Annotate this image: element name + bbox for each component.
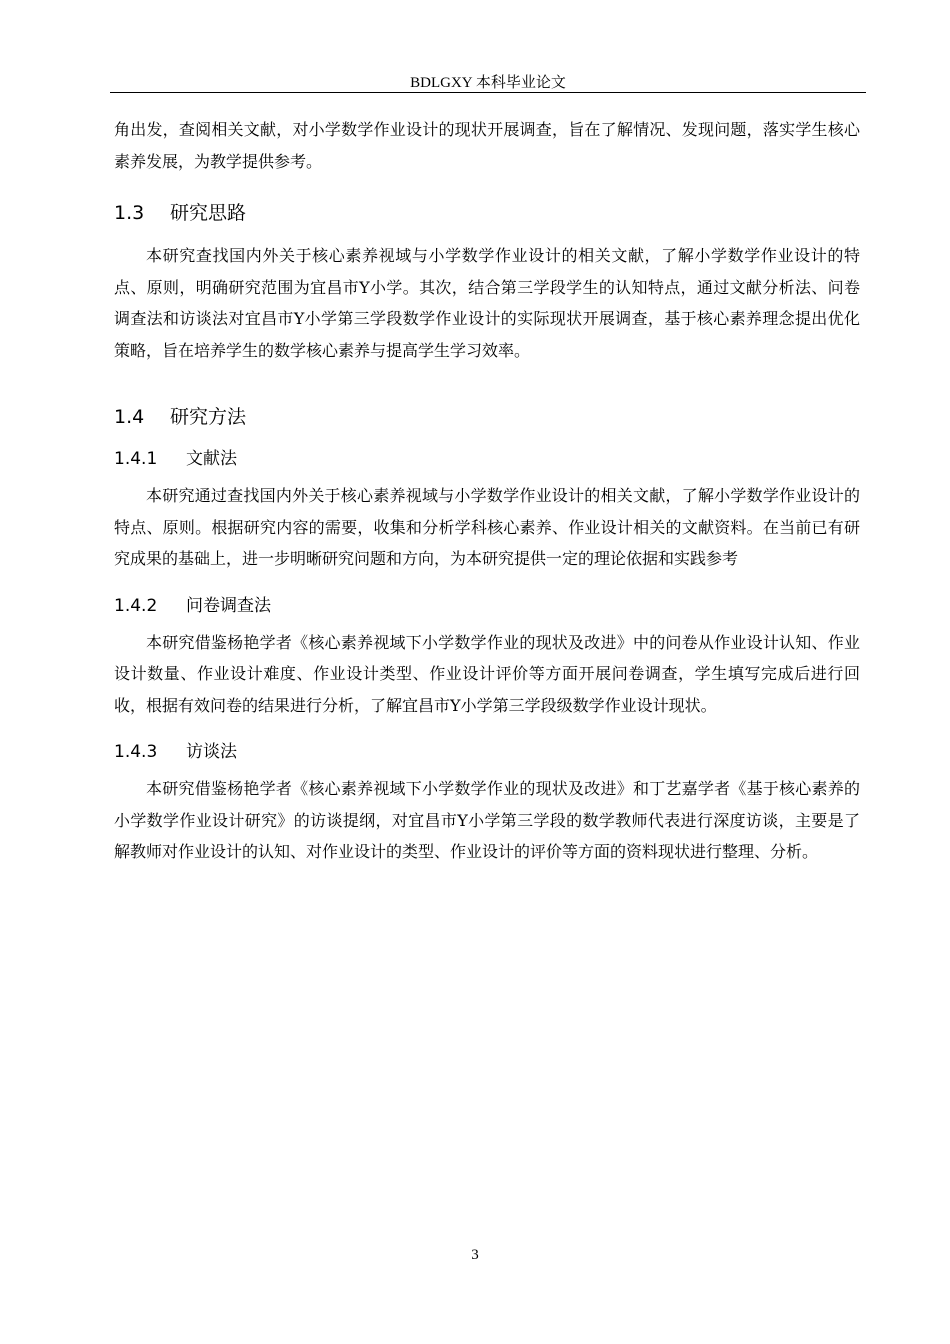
running-header: BDLGXY 本科毕业论文 (410, 75, 566, 91)
header-rule (110, 92, 866, 93)
section-title: 研究思路 (170, 202, 247, 224)
subsection-heading-1-4-2 (114, 591, 860, 621)
subsection-title: 访谈法 (186, 742, 237, 762)
section-1-3-paragraph: 本研究查找国内外关于核心素养视域与小学数学作业设计的相关文献，了解小学数学作业设计的特点、原则，明确研究范围为宜昌市Y小学。其次，结合第三学段学生的认知特点，通过文献分析法、问卷调查法和访谈法对宜昌市Y小学第三学段数学作业设计的实际现状开展调查，基于核心素养理念提出优化策略，旨在培养学生的数学核心素养与提高学生学习效率。 (114, 246, 860, 360)
page-number: 3 (471, 1247, 479, 1263)
section-heading-1-3 (114, 198, 860, 228)
subsection-title: 问卷调查法 (186, 595, 271, 616)
subsection-number: 1.4.1 (114, 449, 158, 469)
page-content (114, 114, 860, 868)
section-number: 1.4 (114, 406, 145, 428)
subsection-title: 文献法 (186, 449, 237, 469)
section-title: 研究方法 (170, 406, 247, 428)
section-number: 1.3 (114, 202, 145, 224)
subsection-1-4-2-paragraph: 本研究借鉴杨艳学者《核心素养视域下小学数学作业的现状及改进》中的问卷从作业设计认知、作业设计数量、作业设计难度、作业设计类型、作业设计评价等方面开展问卷调查，学生填写完成后进行回收，根据有效问卷的结果进行分析，了解宜昌市Y小学第三学段级数学作业设计现状。 (114, 632, 860, 715)
section-heading-1-4 (114, 402, 860, 432)
subsection-1-4-1-paragraph: 本研究通过查找国内外关于核心素养视域与小学数学作业设计的相关文献，了解小学数学作业设计的特点、原则。根据研究内容的需要，收集和分析学科核心素养、作业设计相关的文献资料。在当前已有研究成果的基础上，进一步明晰研究问题和方向，为本研究提供一定的理论依据和实践参考 (114, 486, 860, 568)
intro-paragraph: 角出发，查阅相关文献，对小学数学作业设计的现状开展调查，旨在了解情况、发现问题，落实学生核心素养发展，为教学提供参考。 (114, 120, 860, 171)
subsection-heading-1-4-3 (114, 737, 860, 767)
subsection-1-4-3-paragraph: 本研究借鉴杨艳学者《核心素养视域下小学数学作业的现状及改进》和丁艺嘉学者《基于核心素养的小学数学作业设计研究》的访谈提纲，对宜昌市Y小学第三学段的数学教师代表进行深度访谈，主要是了解教师对作业设计的认知、对作业设计的类型、作业设计的评价等方面的资料现状进行整理、分析。 (114, 779, 860, 861)
subsection-number: 1.4.2 (114, 595, 158, 616)
subsection-number: 1.4.3 (114, 742, 158, 762)
subsection-heading-1-4-1 (114, 444, 860, 474)
